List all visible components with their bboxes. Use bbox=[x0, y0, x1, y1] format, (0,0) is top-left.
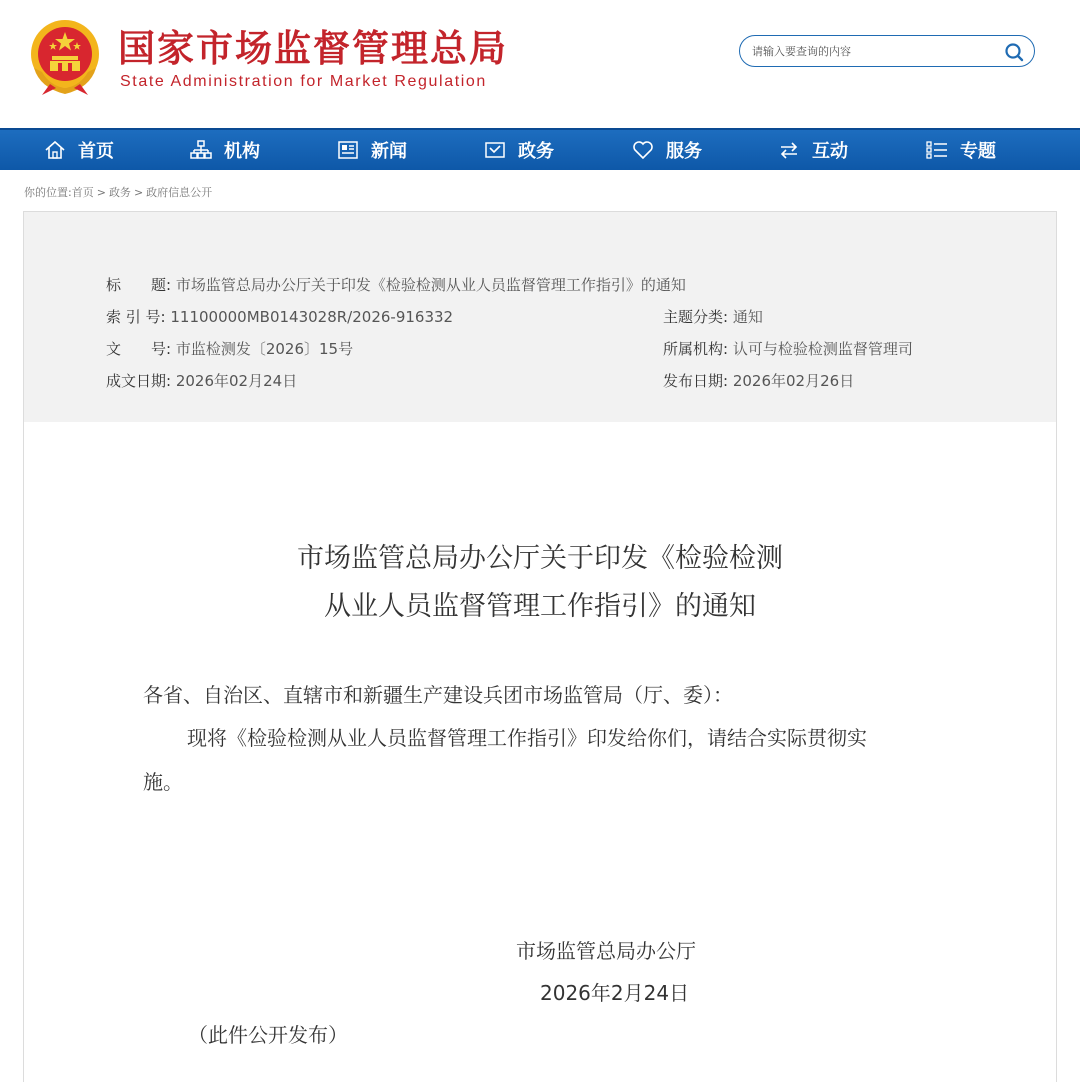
meta-created-row bbox=[106, 370, 297, 391]
nav-item-news[interactable] bbox=[337, 130, 407, 170]
meta-category-value: 通知 bbox=[732, 308, 763, 326]
nav-item-organization[interactable] bbox=[190, 130, 260, 170]
nav-label-government: 政务 bbox=[518, 141, 554, 162]
meta-published-value: 2026年02月26日 bbox=[732, 372, 855, 390]
meta-created-label: 成文日期: bbox=[106, 372, 172, 390]
document-publication-note: （此件公开发布） bbox=[188, 1023, 348, 1047]
search-icon[interactable] bbox=[1004, 42, 1024, 62]
meta-docno-value: 市监检测发〔2026〕15号 bbox=[175, 340, 354, 358]
breadcrumb-government[interactable]: 政务 bbox=[108, 186, 131, 199]
meta-published-row bbox=[663, 370, 854, 391]
document-title-line-1: 市场监管总局办公厅关于印发《检验检测 bbox=[297, 543, 783, 574]
nav-item-service[interactable] bbox=[632, 130, 702, 170]
site-name-en[interactable]: State Administration for Market Regulation bbox=[120, 73, 487, 90]
meta-index-row bbox=[106, 306, 453, 327]
document-date: 2026年2月24日 bbox=[540, 981, 690, 1005]
main-nav bbox=[0, 128, 1080, 170]
nav-label-topics: 专题 bbox=[960, 141, 996, 162]
document-metadata-panel bbox=[23, 211, 1057, 423]
home-icon bbox=[44, 140, 66, 160]
national-emblem-icon[interactable] bbox=[28, 18, 102, 96]
meta-docno-row bbox=[106, 338, 353, 359]
document-body-line-1: 现将《检验检测从业人员监督管理工作指引》印发给你们，请结合实际贯彻实 bbox=[187, 726, 867, 750]
meta-category-label: 主题分类: bbox=[663, 308, 729, 326]
breadcrumb bbox=[24, 184, 212, 200]
nav-label-interaction: 互动 bbox=[812, 141, 848, 162]
meta-published-label: 发布日期: bbox=[663, 372, 729, 390]
heart-icon bbox=[632, 140, 654, 160]
nav-item-interaction[interactable] bbox=[778, 130, 848, 170]
breadcrumb-separator: > bbox=[133, 186, 144, 199]
meta-org-label: 所属机构: bbox=[663, 340, 729, 358]
meta-title-row bbox=[106, 274, 686, 295]
breadcrumb-separator: > bbox=[96, 186, 106, 199]
nav-item-government[interactable] bbox=[484, 130, 554, 170]
meta-title-label: 标 题: bbox=[106, 276, 172, 294]
document-body-line-2: 施。 bbox=[143, 770, 183, 794]
meta-docno-label: 文 号: bbox=[106, 340, 172, 358]
government-affairs-icon bbox=[484, 140, 506, 160]
meta-org-value: 认可与检验检测监督管理司 bbox=[732, 340, 913, 358]
topics-list-icon bbox=[926, 140, 948, 160]
meta-index-label: 索 引 号: bbox=[106, 308, 166, 326]
news-icon bbox=[337, 140, 359, 160]
breadcrumb-home[interactable]: 首页 bbox=[71, 186, 94, 199]
site-name-cn[interactable]: 国家市场监督管理总局 bbox=[118, 27, 508, 70]
nav-label-organization: 机构 bbox=[224, 141, 260, 162]
meta-index-value: 11100000MB0143028R/2026-916332 bbox=[170, 308, 454, 326]
document-signature: 市场监管总局办公厅 bbox=[516, 939, 696, 963]
meta-title-value: 市场监管总局办公厅关于印发《检验检测从业人员监督管理工作指引》的通知 bbox=[175, 276, 686, 294]
nav-label-home: 首页 bbox=[78, 141, 114, 162]
meta-org-row bbox=[663, 338, 913, 359]
nav-label-service: 服务 bbox=[666, 141, 702, 162]
meta-created-value: 2026年02月24日 bbox=[175, 372, 298, 390]
site-header bbox=[0, 0, 1080, 128]
nav-item-home[interactable] bbox=[44, 130, 114, 170]
breadcrumb-prefix: 你的位置: bbox=[24, 186, 72, 199]
exchange-arrows-icon bbox=[778, 140, 800, 160]
nav-item-topics[interactable] bbox=[926, 130, 996, 170]
document-title-line-2: 从业人员监督管理工作指引》的通知 bbox=[324, 591, 756, 622]
search-input[interactable] bbox=[752, 41, 992, 61]
search-box bbox=[739, 35, 1035, 67]
nav-label-news: 新闻 bbox=[371, 141, 407, 162]
org-chart-icon bbox=[190, 140, 212, 160]
meta-category-row bbox=[663, 306, 763, 327]
breadcrumb-info-disclosure[interactable]: 政府信息公开 bbox=[146, 186, 213, 199]
document-salutation: 各省、自治区、直辖市和新疆生产建设兵团市场监管局（厅、委）： bbox=[143, 683, 733, 707]
